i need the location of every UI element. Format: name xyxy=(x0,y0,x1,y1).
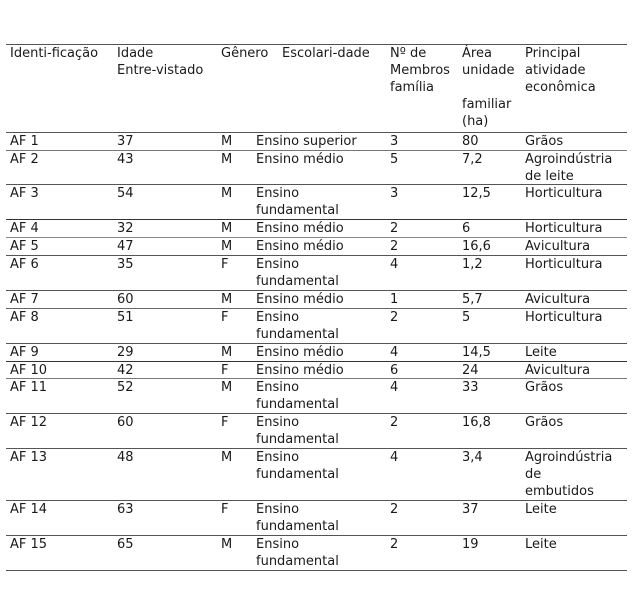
cell-atividade: Leite xyxy=(525,537,557,552)
cell-escolaridade: Ensino médio xyxy=(256,221,344,236)
cell-membros: 4 xyxy=(390,380,399,395)
cell-identificacao: AF 2 xyxy=(10,152,39,167)
cell-idade: 52 xyxy=(117,380,134,395)
header-idade: Idade Entre-vistado xyxy=(117,46,204,78)
header-escolaridade: Escolari-dade xyxy=(282,46,370,61)
cell-membros: 2 xyxy=(390,537,399,552)
cell-area: 14,5 xyxy=(462,345,491,360)
cell-genero: M xyxy=(221,186,233,201)
cell-idade: 54 xyxy=(117,186,134,201)
cell-genero: M xyxy=(221,380,233,395)
cell-membros: 1 xyxy=(390,292,399,307)
cell-atividade: Avicultura xyxy=(525,363,591,378)
cell-membros: 2 xyxy=(390,239,399,254)
cell-area: 3,4 xyxy=(462,450,483,465)
cell-area: 7,2 xyxy=(462,152,483,167)
cell-identificacao: AF 7 xyxy=(10,292,39,307)
cell-identificacao: AF 11 xyxy=(10,380,48,395)
cell-escolaridade: Ensino médio xyxy=(256,363,344,378)
cell-genero: F xyxy=(221,257,229,272)
cell-escolaridade: Ensino médio xyxy=(256,239,344,254)
cell-membros: 4 xyxy=(390,257,399,272)
cell-area: 16,6 xyxy=(462,239,491,254)
cell-escolaridade: Ensino médio xyxy=(256,345,344,360)
cell-identificacao: AF 10 xyxy=(10,363,48,378)
header-genero: Gênero xyxy=(221,46,269,61)
cell-atividade: Grãos xyxy=(525,415,564,430)
cell-area: 12,5 xyxy=(462,186,491,201)
cell-genero: F xyxy=(221,363,229,378)
cell-identificacao: AF 13 xyxy=(10,450,48,465)
cell-idade: 47 xyxy=(117,239,134,254)
cell-membros: 6 xyxy=(390,363,399,378)
cell-area: 16,8 xyxy=(462,415,491,430)
cell-membros: 2 xyxy=(390,502,399,517)
cell-area: 24 xyxy=(462,363,479,378)
cell-escolaridade: Ensino médio xyxy=(256,292,344,307)
cell-atividade: Avicultura xyxy=(525,239,591,254)
cell-atividade: Horticultura xyxy=(525,186,603,201)
cell-genero: M xyxy=(221,239,233,254)
row-divider xyxy=(6,570,627,571)
cell-idade: 32 xyxy=(117,221,134,236)
cell-area: 80 xyxy=(462,134,479,149)
cell-identificacao: AF 6 xyxy=(10,257,39,272)
cell-atividade: Leite xyxy=(525,345,557,360)
cell-escolaridade: Ensino superior xyxy=(256,134,357,149)
cell-genero: M xyxy=(221,221,233,236)
cell-idade: 60 xyxy=(117,415,134,430)
cell-area: 5,7 xyxy=(462,292,483,307)
cell-escolaridade: Ensino fundamental xyxy=(256,537,339,569)
cell-escolaridade: Ensino fundamental xyxy=(256,186,339,218)
cell-identificacao: AF 12 xyxy=(10,415,48,430)
cell-identificacao: AF 8 xyxy=(10,310,39,325)
cell-atividade: Grãos xyxy=(525,134,564,149)
cell-area: 19 xyxy=(462,537,479,552)
cell-escolaridade: Ensino fundamental xyxy=(256,415,339,447)
cell-idade: 35 xyxy=(117,257,134,272)
cell-idade: 29 xyxy=(117,345,134,360)
cell-atividade: Avicultura xyxy=(525,292,591,307)
cell-membros: 2 xyxy=(390,415,399,430)
cell-identificacao: AF 5 xyxy=(10,239,39,254)
cell-area: 33 xyxy=(462,380,479,395)
cell-genero: M xyxy=(221,345,233,360)
cell-idade: 42 xyxy=(117,363,134,378)
cell-identificacao: AF 3 xyxy=(10,186,39,201)
cell-genero: M xyxy=(221,292,233,307)
cell-genero: M xyxy=(221,537,233,552)
cell-genero: F xyxy=(221,310,229,325)
cell-escolaridade: Ensino fundamental xyxy=(256,257,339,289)
cell-atividade: Horticultura xyxy=(525,257,603,272)
cell-genero: M xyxy=(221,450,233,465)
cell-escolaridade: Ensino médio xyxy=(256,152,344,167)
cell-identificacao: AF 9 xyxy=(10,345,39,360)
cell-atividade: Agroindústria de embutidos xyxy=(525,450,613,499)
cell-genero: F xyxy=(221,415,229,430)
cell-genero: F xyxy=(221,502,229,517)
cell-escolaridade: Ensino fundamental xyxy=(256,310,339,342)
cell-area: 1,2 xyxy=(462,257,483,272)
cell-area: 6 xyxy=(462,221,471,236)
cell-identificacao: AF 1 xyxy=(10,134,39,149)
cell-escolaridade: Ensino fundamental xyxy=(256,380,339,412)
cell-idade: 48 xyxy=(117,450,134,465)
cell-idade: 65 xyxy=(117,537,134,552)
header-area: Área unidade familiar (ha) xyxy=(462,46,515,129)
cell-area: 37 xyxy=(462,502,479,517)
cell-atividade: Horticultura xyxy=(525,221,603,236)
cell-membros: 5 xyxy=(390,152,399,167)
cell-idade: 63 xyxy=(117,502,134,517)
cell-atividade: Agroindústria de leite xyxy=(525,152,613,184)
header-identificacao: Identi-ficação xyxy=(10,46,99,61)
cell-identificacao: AF 15 xyxy=(10,537,48,552)
cell-membros: 2 xyxy=(390,221,399,236)
cell-atividade: Horticultura xyxy=(525,310,603,325)
cell-identificacao: AF 14 xyxy=(10,502,48,517)
header-atividade: Principal atividade econômica xyxy=(525,46,596,95)
header-membros: Nº de Membros família xyxy=(390,46,450,95)
cell-membros: 4 xyxy=(390,450,399,465)
cell-genero: M xyxy=(221,152,233,167)
cell-membros: 3 xyxy=(390,186,399,201)
cell-idade: 37 xyxy=(117,134,134,149)
cell-membros: 3 xyxy=(390,134,399,149)
cell-atividade: Leite xyxy=(525,502,557,517)
cell-idade: 51 xyxy=(117,310,134,325)
cell-idade: 43 xyxy=(117,152,134,167)
cell-area: 5 xyxy=(462,310,471,325)
cell-escolaridade: Ensino fundamental xyxy=(256,450,339,482)
cell-membros: 4 xyxy=(390,345,399,360)
cell-atividade: Grãos xyxy=(525,380,564,395)
cell-genero: M xyxy=(221,134,233,149)
cell-identificacao: AF 4 xyxy=(10,221,39,236)
cell-idade: 60 xyxy=(117,292,134,307)
cell-escolaridade: Ensino fundamental xyxy=(256,502,339,534)
cell-membros: 2 xyxy=(390,310,399,325)
